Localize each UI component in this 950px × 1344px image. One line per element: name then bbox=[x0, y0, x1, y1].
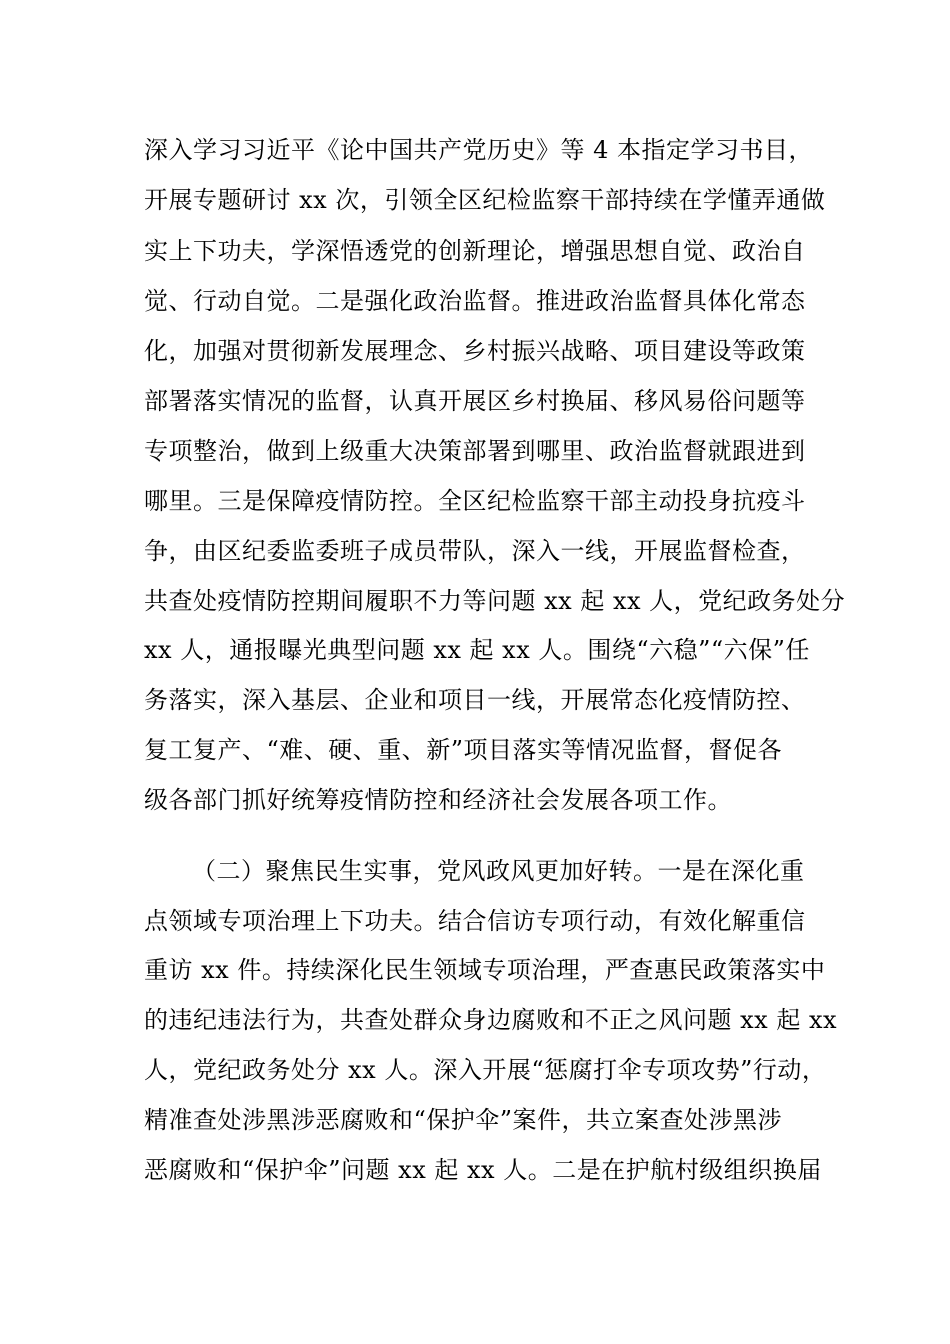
body-text-line: 共查处疫情防控期间履职不力等问题 xx 起 xx 人，党纪政务处分 bbox=[144, 587, 846, 615]
body-text-line: 深入学习习近平《论中国共产党历史》等 4 本指定学习书目， bbox=[144, 136, 814, 164]
body-text-line: 争，由区纪委监委班子成员带队，深入一线，开展监督检查， bbox=[144, 537, 806, 565]
body-text-line: 人，党纪政务处分 xx 人。深入开展“惩腐打伞专项攻势”行动， bbox=[144, 1056, 827, 1084]
body-text-line: 的违纪违法行为，共查处群众身边腐败和不正之风问题 xx 起 xx bbox=[144, 1006, 838, 1034]
body-text-line: 开展专题研讨 xx 次，引领全区纪检监察干部持续在学懂弄通做 bbox=[144, 186, 826, 214]
body-text-line: 点领域专项治理上下功夫。结合信访专项行动，有效化解重信 bbox=[144, 907, 806, 935]
paragraph-heading-line: （二）聚焦民生实事，党风政风更加好转。一是在深化重 bbox=[192, 857, 805, 885]
body-text-line: xx 人，通报曝光典型问题 xx 起 xx 人。围绕“六稳”“六保”任 bbox=[144, 636, 810, 664]
body-text-line: 重访 xx 件。持续深化民生领域专项治理，严查惠民政策落实中 bbox=[144, 956, 826, 984]
body-text-line: 化，加强对贯彻新发展理念、乡村振兴战略、项目建设等政策 bbox=[144, 337, 806, 365]
body-text-line: 精准查处涉黑涉恶腐败和“保护伞”案件，共立案查处涉黑涉 bbox=[144, 1106, 783, 1134]
body-text-line: 实上下功夫，学深悟透党的创新理论，增强思想自觉、政治自 bbox=[144, 237, 806, 265]
body-text-line: 复工复产、“难、硬、重、新”项目落实等情况监督，督促各 bbox=[144, 736, 783, 764]
body-text-line: 恶腐败和“保护伞”问题 xx 起 xx 人。二是在护航村级组织换届 bbox=[144, 1156, 822, 1184]
body-text-line: 级各部门抓好统筹疫情防控和经济社会发展各项工作。 bbox=[144, 786, 732, 814]
body-text-line: 部署落实情况的监督，认真开展区乡村换届、移风易俗问题等 bbox=[144, 387, 806, 415]
body-text-line: 觉、行动自觉。二是强化政治监督。推进政治监督具体化常态 bbox=[144, 287, 806, 315]
body-text-line: 哪里。三是保障疫情防控。全区纪检监察干部主动投身抗疫斗 bbox=[144, 487, 806, 515]
body-text-line: 专项整治，做到上级重大决策部署到哪里、政治监督就跟进到 bbox=[144, 437, 806, 465]
body-text-line: 务落实，深入基层、企业和项目一线，开展常态化疫情防控、 bbox=[144, 686, 806, 714]
